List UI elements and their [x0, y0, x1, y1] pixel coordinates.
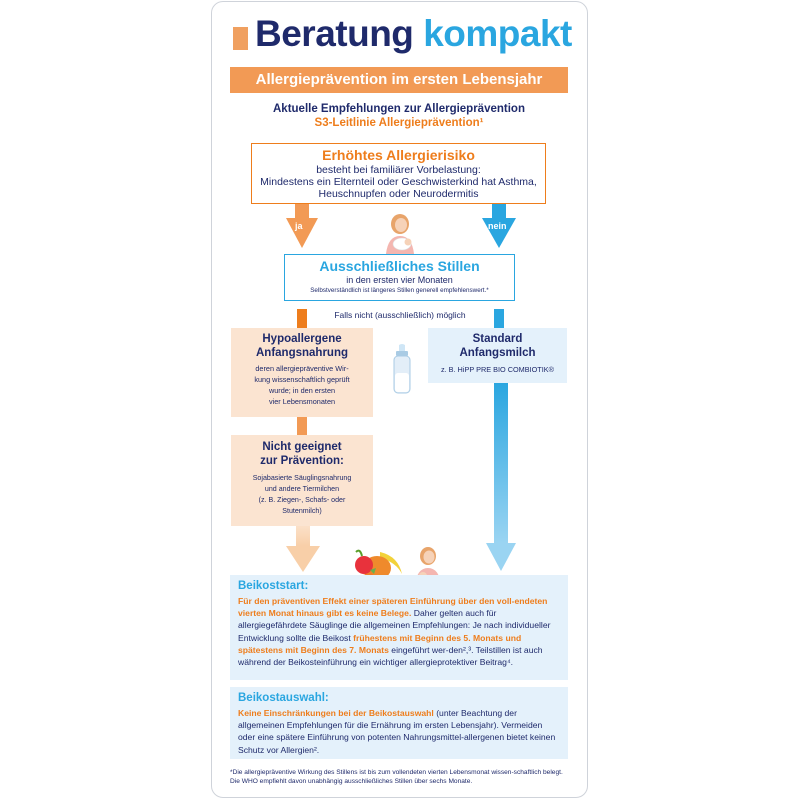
baby-bottle-icon [391, 343, 413, 395]
topic-banner: Allergieprävention im ersten Lebensjahr [230, 67, 568, 93]
hypoallergenic-box [231, 328, 373, 417]
beikostauswahl-text [238, 707, 560, 756]
yes-label: ja [295, 221, 303, 231]
breastfeeding-line2: Selbstverständlich ist längeres Stillen generell empfehlenswert.* [310, 287, 489, 294]
breastfeeding-title: Ausschließliches Stillen [319, 258, 480, 274]
hypo-desc4: vier Lebensmonaten [268, 397, 336, 406]
unsuitable-desc4: Stutenmilch) [282, 507, 322, 515]
blue-connector [494, 309, 504, 329]
unsuitable-title1: Nicht geeignet [262, 441, 342, 453]
risk-line1: besteht bei familiärer Vorbelastung: [316, 164, 481, 176]
beikoststart-text [238, 595, 560, 668]
beikostauswahl-highlight1: Keine Einschränkungen bei der Beikostauswahl [238, 708, 434, 718]
standard-title1: Standard [472, 333, 523, 345]
hypo-title2: Anfangsnahrung [256, 347, 348, 359]
beikostauswahl-section [230, 687, 568, 759]
standard-milk-box [428, 328, 567, 383]
risk-line2: Mindestens ein Elternteil oder Geschwisterkind hat Asthma, [260, 176, 537, 188]
beikoststart-highlight2: frühestens mit Beginn des 5. Monats und spätestens mit Beginn des 7. Monats [238, 632, 522, 655]
risk-title: Erhöhtes Allergierisiko [322, 147, 475, 163]
risk-box [251, 143, 546, 204]
unsuitable-title2: zur Prävention: [260, 455, 344, 467]
beikoststart-text2: eingeführt wer-den²,³. Teilstillen ist auch während der Beikosteinführung ein wichtiger allergieprotektiver Beitrag⁴. [238, 644, 543, 668]
breastfeeding-line1: in den ersten vier Monaten [346, 275, 453, 285]
beikoststart-text1: Daher gelten auch für allergiegefährdete Säuglinge die allgemeinen Empfehlungen: Je nach individueller Entwicklung sollte die Beikost [238, 608, 551, 643]
if-not-text: Falls nicht (ausschließlich) möglich [334, 310, 466, 320]
breastfeeding-box [284, 254, 515, 301]
mother-with-baby-icon [380, 212, 420, 254]
title-square-icon [233, 27, 248, 50]
beikostauswahl-heading: Beikostauswahl: [238, 692, 329, 704]
page-title [255, 13, 572, 55]
beikostauswahl-text1: (unter Beachtung der allgemeinen Empfehlungen für die Ernährung im ersten Lebensjahr). Vermeiden oder eine spätere Einführung von potenten Nahrungsmittel-allergenen bietet keinen Schutz vor Allergien². [238, 708, 556, 755]
hypo-desc2: kung wissenschaftlich geprüft [254, 375, 350, 384]
beikoststart-heading: Beikoststart: [238, 580, 309, 592]
standard-title2: Anfangsmilch [459, 347, 536, 359]
hypo-desc1: deren allergiepräventive Wir- [255, 364, 349, 373]
subheading-line1: Aktuelle Empfehlungen zur Allergieprävention [273, 103, 525, 115]
orange-down-arrow [286, 526, 320, 574]
no-label: nein [488, 221, 507, 231]
title-part2: kompakt [423, 13, 572, 54]
standard-desc: z. B. HiPP PRE BIO COMBIOTIK® [440, 365, 555, 374]
hypo-title1: Hypoallergene [262, 333, 342, 345]
beikoststart-highlight1: Für den präventiven Effekt einer späteren Einführung über den voll-endeten vierten Monat hinaus gibt es keine Belege. [238, 596, 548, 619]
unsuitable-box [231, 435, 373, 526]
risk-line3: Heuschnupfen oder Neurodermitis [318, 188, 479, 200]
hypo-desc3: wurde; in den ersten [268, 386, 336, 395]
beikoststart-section [230, 575, 568, 680]
subheading-line2: S3-Leitlinie Allergieprävention¹ [314, 117, 484, 129]
unsuitable-desc3: (z. B. Ziegen-, Schafs- oder [258, 496, 346, 504]
orange-mid-connector [297, 417, 307, 435]
unsuitable-desc1: Sojabasierte Säuglingsnahrung [252, 474, 352, 482]
blue-down-arrow [486, 383, 516, 573]
unsuitable-desc2: und andere Tiermilchen [264, 485, 340, 493]
footnote: *Die allergiepräventive Wirkung des Stillens ist bis zum vollendeten vierten Lebensmonat wissen-schaftlich belegt. Die WHO empfiehlt davon unabhängig ausschließliches Stillen über sechs Monate. [230, 769, 563, 785]
title-part1: Beratung [255, 13, 414, 54]
orange-connector [297, 309, 307, 329]
